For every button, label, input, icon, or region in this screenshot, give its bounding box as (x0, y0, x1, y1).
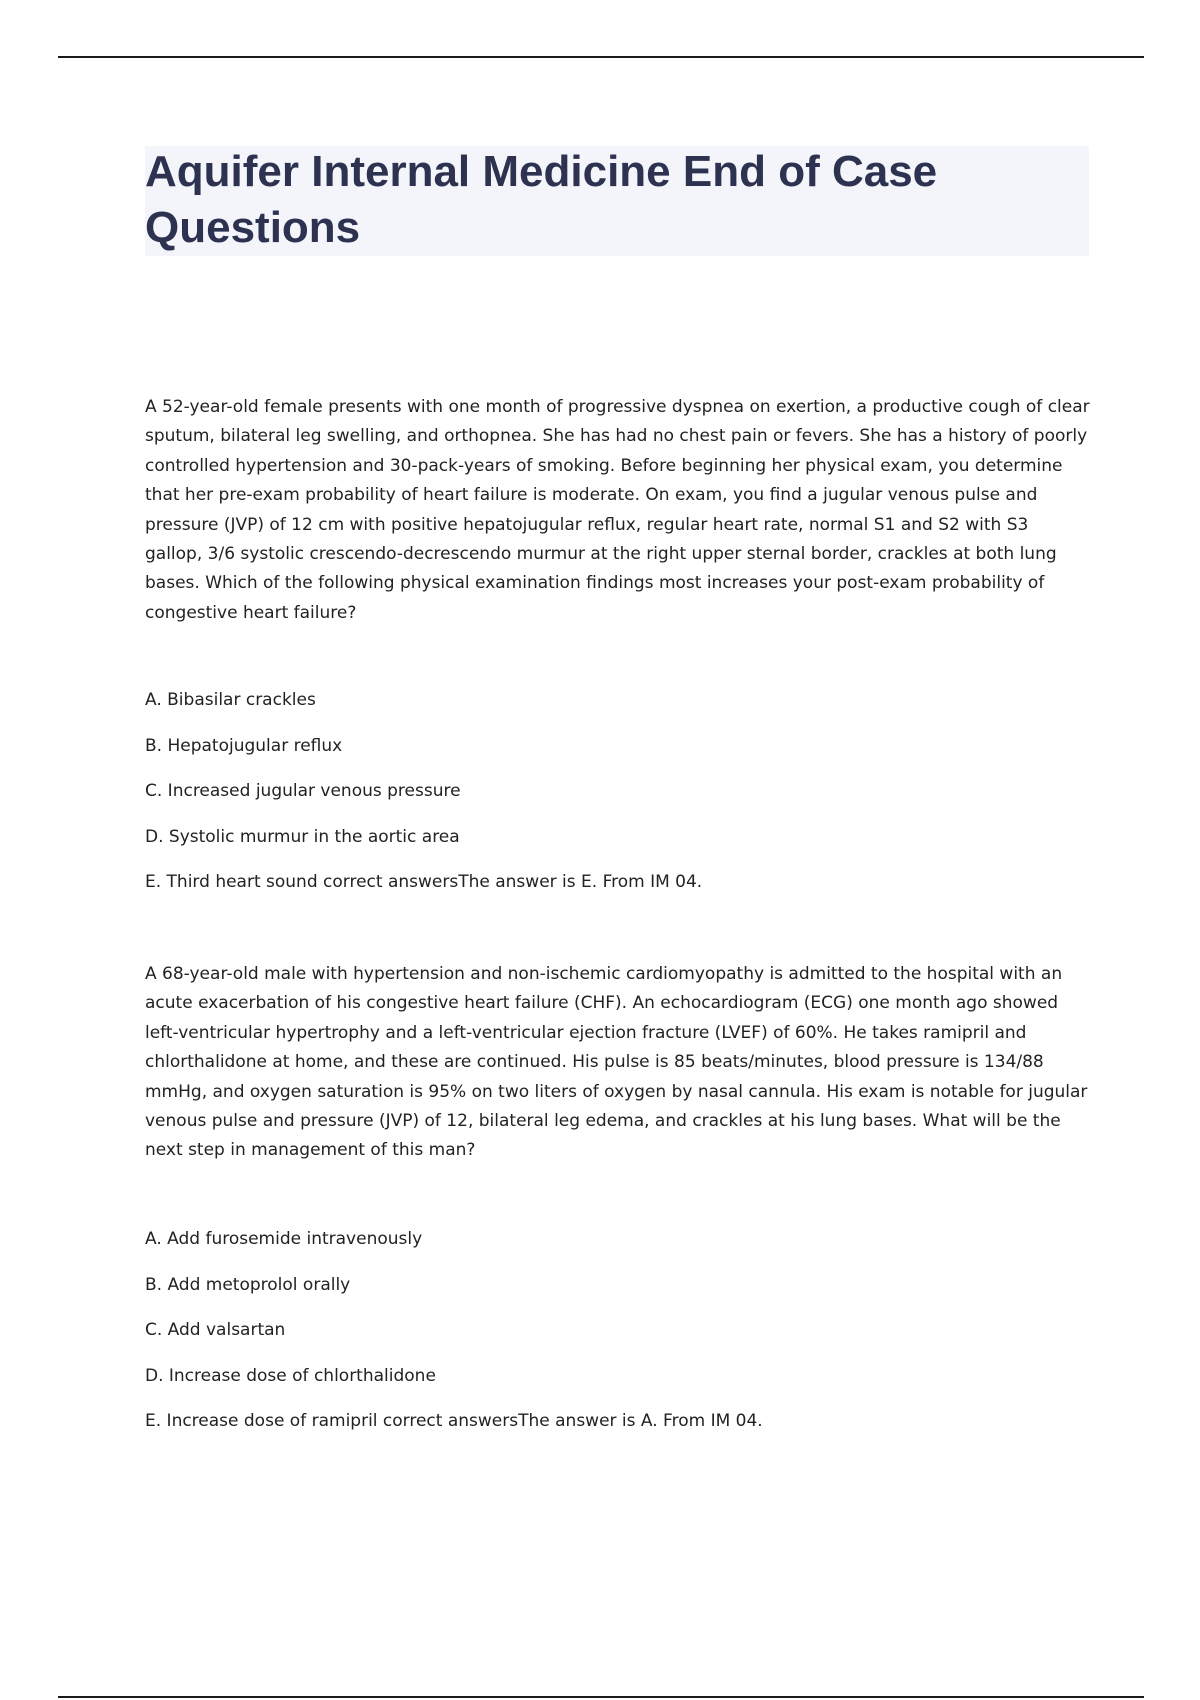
answer-option-b: B. Add metoprolol orally (145, 1274, 351, 1295)
answer-option-c: C. Add valsartan (145, 1320, 286, 1340)
answer-option-a: A. Bibasilar crackles (145, 690, 316, 710)
answer-option-c: C. Increased jugular venous pressure (145, 781, 461, 801)
answer-options-list (145, 688, 1090, 894)
answer-option-b: B. Hepatojugular reflux (145, 735, 343, 756)
question-1-text: A 52-year-old female presents with one month of progressive dyspnea on exertion, a productive cough of clear sputum, bilateral leg swelling, and orthopnea. She has had no chest pain or fevers. She has a history of poorly controlled hypertension and 30-pack-years of smoking. Before beginning her physical exam, you determine that her pre-exam probability of heart failure is moderate. On exam, you find a jugular venous pulse and pressure (JVP) of 12 cm with positive hepatojugular reflux, regular heart rate, normal S1 and S2 with S3 gallop, 3/6 systolic crescendo-decrescendo murmur at the right upper sternal border, crackles at both lung bases. Which of the following physical examination findings most increases your post-exam probability of congestive heart failure? (145, 397, 1090, 623)
answer-option-e: E. Increase dose of ramipril correct answersThe answer is A. From IM 04. (145, 1411, 763, 1431)
document-title: Aquifer Internal Medicine End of Case Questions (145, 147, 938, 252)
question-1-options (145, 688, 1090, 916)
top-rule (58, 56, 1144, 58)
question-2-text: A 68-year-old male with hypertension and non-ischemic cardiomyopathy is admitted to the hospital with an acute exacerbation of his congestive heart failure (CHF). An echocardiogram (ECG) one month ago showed left-ventricular hypertrophy and a left-ventricular ejection fracture (LVEF) of 60%. He takes ramipril and chlorthalidone at home, and these are continued. His pulse is 85 beats/minutes, blood pressure is 134/88 mmHg, and oxygen saturation is 95% on two liters of oxygen by nasal cannula. His exam is notable for jugular venous pulse and pressure (JVP) of 12, bilateral leg edema, and crackles at his lung bases. What will be the next step in management of this man? (145, 964, 1088, 1161)
title-banner (145, 146, 1089, 256)
answer-option-d: D. Systolic murmur in the aortic area (145, 826, 460, 847)
question-2-options (145, 1227, 1090, 1455)
question-1 (145, 393, 1090, 628)
answer-option-a: A. Add furosemide intravenously (145, 1229, 423, 1249)
answer-option-d: D. Increase dose of chlorthalidone (145, 1365, 436, 1386)
answer-options-list (145, 1227, 1090, 1433)
bottom-rule (58, 1696, 1144, 1698)
question-2 (145, 960, 1090, 1166)
answer-option-e: E. Third heart sound correct answersThe answer is E. From IM 04. (145, 872, 703, 892)
